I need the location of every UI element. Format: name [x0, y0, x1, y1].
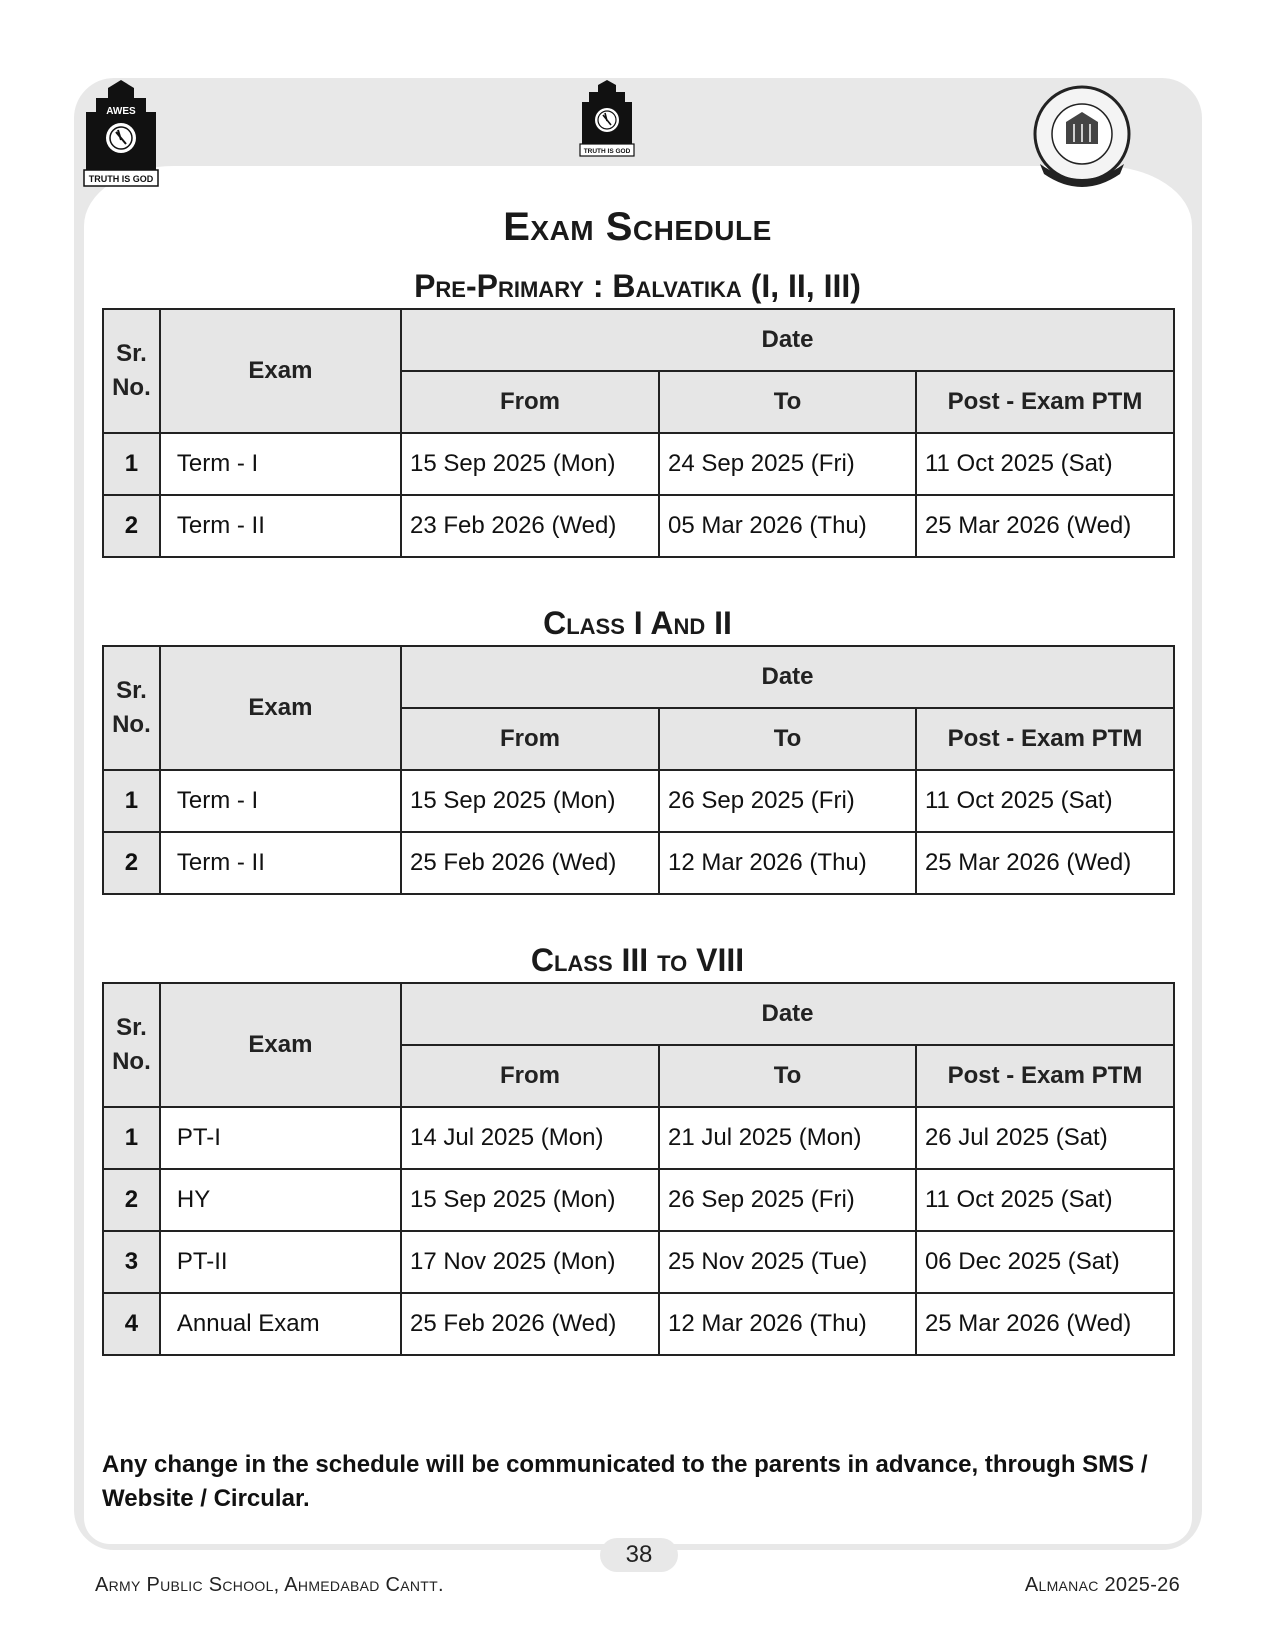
cell-ptm: 11 Oct 2025 (Sat): [916, 433, 1174, 495]
cell-from: 15 Sep 2025 (Mon): [401, 770, 659, 832]
awes-logo-motto: TRUTH IS GOD: [88, 174, 154, 184]
cell-to: 05 Mar 2026 (Thu): [659, 495, 916, 557]
header-date: Date: [401, 646, 1174, 708]
cell-to: 25 Nov 2025 (Tue): [659, 1231, 916, 1293]
table-row: [103, 495, 1174, 557]
footer-almanac: Almanac 2025-26: [1024, 1574, 1180, 1596]
header-sr-no: Sr. No.: [103, 646, 160, 770]
cell-ptm: 26 Jul 2025 (Sat): [916, 1107, 1174, 1169]
header-exam: Exam: [160, 646, 401, 770]
page-number: 38: [600, 1538, 678, 1572]
header-sr-no: Sr. No.: [103, 983, 160, 1107]
table-row: [103, 1231, 1174, 1293]
cell-to: 26 Sep 2025 (Fri): [659, 770, 916, 832]
section-title-class-3-8: Class III to VIII: [530, 942, 745, 978]
table-row: [103, 1293, 1174, 1355]
cell-from: 25 Feb 2026 (Wed): [401, 1293, 659, 1355]
cell-exam: PT-II: [160, 1231, 401, 1293]
cell-ptm: 11 Oct 2025 (Sat): [916, 770, 1174, 832]
header-ptm: Post - Exam PTM: [916, 371, 1174, 433]
table-row: [103, 1107, 1174, 1169]
table-row: [103, 770, 1174, 832]
header-from: From: [401, 708, 659, 770]
header-exam: Exam: [160, 983, 401, 1107]
cell-from: 17 Nov 2025 (Mon): [401, 1231, 659, 1293]
header-from: From: [401, 371, 659, 433]
cell-ptm: 25 Mar 2026 (Wed): [916, 495, 1174, 557]
header-to: To: [659, 1045, 916, 1107]
cell-sr: 1: [103, 770, 160, 832]
schedule-table-pre-primary: [102, 308, 1175, 558]
cell-from: 23 Feb 2026 (Wed): [401, 495, 659, 557]
cell-sr: 1: [103, 1107, 160, 1169]
cell-ptm: 25 Mar 2026 (Wed): [916, 832, 1174, 894]
cell-to: 26 Sep 2025 (Fri): [659, 1169, 916, 1231]
aps-logo-icon: [578, 80, 636, 158]
cell-exam: Term - II: [160, 832, 401, 894]
cell-ptm: 25 Mar 2026 (Wed): [916, 1293, 1174, 1355]
header-date: Date: [401, 983, 1174, 1045]
header-exam: Exam: [160, 309, 401, 433]
cell-sr: 2: [103, 832, 160, 894]
section-title-class-1-2: Class I And II: [543, 605, 732, 641]
cell-exam: Term - I: [160, 770, 401, 832]
cell-ptm: 06 Dec 2025 (Sat): [916, 1231, 1174, 1293]
cell-from: 25 Feb 2026 (Wed): [401, 832, 659, 894]
table-row: [103, 832, 1174, 894]
header-to: To: [659, 371, 916, 433]
header-date: Date: [401, 309, 1174, 371]
table-row: [103, 1169, 1174, 1231]
cell-sr: 1: [103, 433, 160, 495]
schedule-table-class-1-2: [102, 645, 1175, 895]
cbse-seal-icon: [1032, 82, 1132, 194]
section-title-pre-primary: Pre-Primary : Balvatika (I, II, III): [414, 268, 861, 304]
awes-logo-text: AWES: [106, 106, 136, 117]
cell-sr: 2: [103, 1169, 160, 1231]
cell-from: 15 Sep 2025 (Mon): [401, 1169, 659, 1231]
awes-logo-icon: [80, 80, 162, 188]
page-title: Exam Schedule: [503, 205, 772, 249]
schedule-change-note: Any change in the schedule will be communicated to the parents in advance, through SMS / Website / Circular.: [102, 1451, 1148, 1512]
cell-to: 21 Jul 2025 (Mon): [659, 1107, 916, 1169]
cell-to: 12 Mar 2026 (Thu): [659, 832, 916, 894]
cell-sr: 3: [103, 1231, 160, 1293]
header-sr-no: Sr. No.: [103, 309, 160, 433]
table-row: [103, 433, 1174, 495]
cell-sr: 2: [103, 495, 160, 557]
cell-to: 12 Mar 2026 (Thu): [659, 1293, 916, 1355]
cell-exam: Annual Exam: [160, 1293, 401, 1355]
schedule-table-class-3-8: [102, 982, 1175, 1356]
footer-school-name: Army Public School, Ahmedabad Cantt.: [95, 1574, 444, 1596]
header-ptm: Post - Exam PTM: [916, 708, 1174, 770]
cell-from: 14 Jul 2025 (Mon): [401, 1107, 659, 1169]
header-ptm: Post - Exam PTM: [916, 1045, 1174, 1107]
header-to: To: [659, 708, 916, 770]
header-from: From: [401, 1045, 659, 1107]
cell-ptm: 11 Oct 2025 (Sat): [916, 1169, 1174, 1231]
cell-exam: Term - II: [160, 495, 401, 557]
cell-exam: Term - I: [160, 433, 401, 495]
cell-from: 15 Sep 2025 (Mon): [401, 433, 659, 495]
cell-to: 24 Sep 2025 (Fri): [659, 433, 916, 495]
aps-logo-motto: TRUTH IS GOD: [583, 148, 631, 155]
cell-exam: PT-I: [160, 1107, 401, 1169]
cell-exam: HY: [160, 1169, 401, 1231]
cell-sr: 4: [103, 1293, 160, 1355]
